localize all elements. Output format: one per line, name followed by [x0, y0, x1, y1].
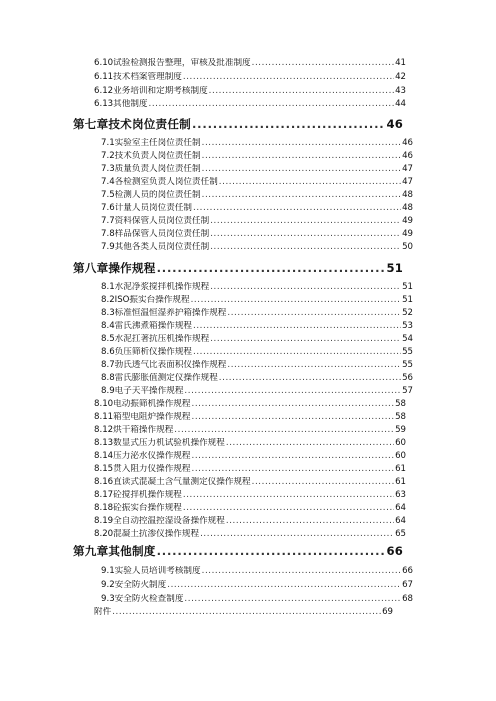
toc-entry-page: 48 — [402, 190, 413, 200]
toc-entry-page: 47 — [402, 164, 413, 174]
toc-entry-8-10[interactable] — [94, 399, 406, 410]
dot-leader — [157, 261, 386, 276]
toc-entry-title: 8.16直读式混凝土含气量测定仪操作规程 — [94, 477, 251, 487]
dot-leader — [112, 607, 381, 618]
toc-entry-8-1[interactable] — [101, 282, 413, 293]
toc-entry-7-7[interactable] — [101, 216, 413, 227]
toc-entry-title: 8.9电子天平操作规程 — [101, 386, 184, 396]
toc-entry-page: 58 — [395, 399, 406, 409]
toc-entry-page: 56 — [402, 373, 413, 383]
dot-leader — [202, 151, 401, 162]
dot-leader — [157, 544, 386, 559]
dot-leader — [191, 295, 401, 306]
toc-entry-title: 6.12业务培训和定期考核制度 — [94, 86, 208, 96]
toc-entry-8-9[interactable] — [101, 386, 413, 397]
toc-entry-title: 8.12烘干箱操作规程 — [94, 425, 174, 435]
dot-leader — [226, 516, 394, 527]
toc-entry-title: 6.10试验检测报告整理，审核及批准制度 — [94, 58, 251, 68]
toc-entry-title: 8.19全自动控温控湿设备操作规程 — [94, 516, 225, 526]
toc-entry-7-9[interactable] — [101, 242, 413, 253]
toc-entry-8-3[interactable] — [101, 308, 413, 319]
chapter-page: 46 — [386, 117, 403, 131]
toc-entry-title: 7.8样品保管人员岗位责任制 — [101, 229, 210, 239]
toc-entry-title: 7.7资料保管人员岗位责任制 — [101, 216, 210, 226]
toc-entry-9-2[interactable] — [101, 580, 413, 591]
dot-leader — [209, 86, 394, 97]
dot-leader — [226, 438, 394, 449]
toc-entry-8-17[interactable] — [94, 490, 406, 501]
dot-leader — [219, 373, 401, 384]
toc-entry-page: 63 — [395, 490, 406, 500]
toc-entry-title: 8.2ISO振实台操作规程 — [101, 295, 190, 305]
toc-entry-page: 53 — [402, 321, 413, 331]
toc-entry-8-2[interactable] — [101, 295, 413, 306]
toc-chapter-8[interactable] — [73, 261, 403, 276]
toc-entry-title: 8.8雷氏膨胀值测定仪操作规程 — [101, 373, 218, 383]
toc-entry-8-14[interactable] — [94, 451, 406, 462]
toc-entry-8-7[interactable] — [101, 360, 413, 371]
toc-chapter-7[interactable] — [73, 117, 403, 132]
toc-entry-title: 7.9其他各类人员岗位责任制 — [101, 242, 210, 252]
toc-entry-6-11[interactable] — [94, 72, 406, 83]
toc-entry-title: 8.13数显式压力机试验机操作规程 — [94, 438, 225, 448]
toc-entry-8-18[interactable] — [94, 503, 406, 514]
chapter-page: 66 — [386, 544, 403, 558]
dot-leader — [193, 347, 401, 358]
toc-entry-page: 51 — [402, 282, 413, 292]
toc-entry-7-6[interactable] — [101, 203, 413, 214]
dot-leader — [210, 282, 401, 293]
toc-entry-title: 8.6负压筛析仪操作规程 — [101, 347, 193, 357]
toc-entry-page: 58 — [395, 412, 406, 422]
dot-leader — [191, 399, 394, 410]
dot-leader — [227, 360, 401, 371]
toc-entry-8-8[interactable] — [101, 373, 413, 384]
toc-entry-title: 8.10电动振筛机操作规程 — [94, 399, 191, 409]
toc-entry-title: 8.18砼振实台操作规程 — [94, 503, 182, 513]
toc-entry-title: 7.5检测人员的岗位责任制 — [101, 190, 201, 200]
toc-entry-page: 49 — [402, 216, 413, 226]
toc-entry-page: 66 — [402, 566, 413, 576]
dot-leader — [219, 177, 401, 188]
toc-entry-title: 6.13其他制度 — [94, 99, 148, 109]
dot-leader — [191, 464, 394, 475]
toc-entry-title: 9.3安全防火检查制度 — [101, 594, 184, 604]
dot-leader — [227, 308, 401, 319]
toc-entry-page: 47 — [402, 177, 413, 187]
toc-entry-page: 42 — [395, 72, 406, 82]
dot-leader — [210, 242, 401, 253]
dot-leader — [191, 451, 394, 462]
toc-entry-8-15[interactable] — [94, 464, 406, 475]
toc-entry-title: 8.15贯入阻力仪操作规程 — [94, 464, 191, 474]
toc-entry-page: 61 — [395, 477, 406, 487]
dot-leader — [210, 229, 401, 240]
toc-entry-title: 7.4各检测室负责人岗位责任制 — [101, 177, 218, 187]
toc-entry-title: 8.3标准恒温恒湿养护箱操作规程 — [101, 308, 227, 318]
chapter-title: 第九章其他制度 — [73, 544, 156, 558]
dot-leader — [192, 117, 386, 132]
dot-leader — [202, 138, 401, 149]
toc-entry-8-13[interactable] — [94, 438, 406, 449]
dot-leader — [184, 594, 401, 605]
dot-leader — [149, 99, 395, 110]
toc-entry-8-6[interactable] — [101, 347, 413, 358]
toc-entry-page: 60 — [395, 438, 406, 448]
toc-entry-page: 55 — [402, 360, 413, 370]
toc-entry-page: 44 — [395, 99, 406, 109]
dot-leader — [183, 503, 394, 514]
toc-entry-title: 8.7勃氏透气比表面积仪操作规程 — [101, 360, 227, 370]
dot-leader — [183, 490, 394, 501]
toc-entry-title: 8.17砼搅拌机操作规程 — [94, 490, 182, 500]
toc-entry-title: 8.11箱型电阻炉操作规程 — [94, 412, 191, 422]
dot-leader — [252, 58, 394, 69]
toc-entry-page: 51 — [402, 295, 413, 305]
dot-leader — [202, 566, 401, 577]
toc-entry-title: 7.2技术负责人岗位责任制 — [101, 151, 201, 161]
toc-entry-title: 8.4雷氏沸煮箱操作规程 — [101, 321, 193, 331]
toc-entry-8-12[interactable] — [94, 425, 406, 436]
toc-entry-title: 7.1实验室主任岗位责任制 — [101, 138, 201, 148]
toc-entry-title: 附件 — [94, 607, 112, 617]
toc-entry-page: 64 — [395, 503, 406, 513]
dot-leader — [252, 477, 394, 488]
dot-leader — [210, 216, 401, 227]
toc-entry-6-10[interactable] — [94, 58, 406, 69]
dot-leader — [183, 72, 394, 83]
toc-entry-title: 7.3质量负责人岗位责任制 — [101, 164, 201, 174]
toc-entry-appendix[interactable] — [94, 607, 393, 618]
toc-entry-7-5[interactable] — [101, 190, 413, 201]
toc-entry-8-4[interactable] — [101, 321, 413, 332]
toc-entry-page: 50 — [402, 242, 413, 252]
toc-entry-8-16[interactable] — [94, 477, 406, 488]
dot-leader — [167, 580, 401, 591]
toc-entry-title: 9.2安全防火制度 — [101, 580, 167, 590]
toc-entry-9-1[interactable] — [101, 566, 413, 577]
toc-entry-8-20[interactable] — [94, 529, 406, 540]
toc-entry-page: 69 — [382, 607, 393, 617]
toc-entry-page: 41 — [395, 58, 406, 68]
toc-entry-7-8[interactable] — [101, 229, 413, 240]
toc-entry-title: 8.1水泥净浆搅拌机操作规程 — [101, 282, 210, 292]
dot-leader — [174, 425, 394, 436]
chapter-title: 第七章技术岗位责任制 — [73, 117, 191, 131]
dot-leader — [193, 321, 401, 332]
toc-entry-page: 46 — [402, 138, 413, 148]
toc-entry-page: 54 — [402, 334, 413, 344]
toc-entry-8-5[interactable] — [101, 334, 413, 345]
toc-entry-page: 52 — [402, 308, 413, 318]
toc-entry-page: 59 — [395, 425, 406, 435]
toc-entry-page: 68 — [402, 594, 413, 604]
toc-entry-page: 46 — [402, 151, 413, 161]
dot-leader — [202, 190, 401, 201]
toc-entry-8-19[interactable] — [94, 516, 406, 527]
chapter-title: 第八章操作规程 — [73, 261, 156, 275]
toc-entry-title: 6.11技术档案管理制度 — [94, 72, 182, 82]
toc-entry-page: 49 — [402, 229, 413, 239]
toc-entry-page: 55 — [402, 347, 413, 357]
toc-entry-6-13[interactable] — [94, 99, 406, 110]
toc-entry-page: 67 — [402, 580, 413, 590]
toc-entry-title: 8.5水泥扛著抗压机操作规程 — [101, 334, 210, 344]
toc-entry-page: 64 — [395, 516, 406, 526]
toc-entry-page: 57 — [402, 386, 413, 396]
toc-entry-title: 8.20混凝土抗渗仪操作规程 — [94, 529, 200, 539]
toc-entry-page: 60 — [395, 451, 406, 461]
toc-entry-page: 43 — [395, 86, 406, 96]
toc-entry-title: 9.1实验人员培训考核制度 — [101, 566, 201, 576]
toc-entry-title: 8.14压力泌水仪操作规程 — [94, 451, 191, 461]
toc-entry-7-2[interactable] — [101, 151, 413, 162]
toc-entry-6-12[interactable] — [94, 86, 406, 97]
chapter-page: 51 — [386, 261, 403, 275]
dot-leader — [191, 412, 394, 423]
toc-entry-page: 65 — [395, 529, 406, 539]
dot-leader — [193, 203, 401, 214]
toc-entry-page: 48 — [402, 203, 413, 213]
toc-entry-8-11[interactable] — [94, 412, 406, 423]
toc-entry-title: 7.6计量人员岗位责任制 — [101, 203, 193, 213]
toc-entry-9-3[interactable] — [101, 594, 413, 605]
toc-entry-7-3[interactable] — [101, 164, 413, 175]
dot-leader — [202, 164, 401, 175]
dot-leader — [184, 386, 401, 397]
dot-leader — [210, 334, 401, 345]
toc-entry-page: 61 — [395, 464, 406, 474]
dot-leader — [200, 529, 394, 540]
toc-entry-7-1[interactable] — [101, 138, 413, 149]
toc-chapter-9[interactable] — [73, 544, 403, 559]
toc-entry-7-4[interactable] — [101, 177, 413, 188]
